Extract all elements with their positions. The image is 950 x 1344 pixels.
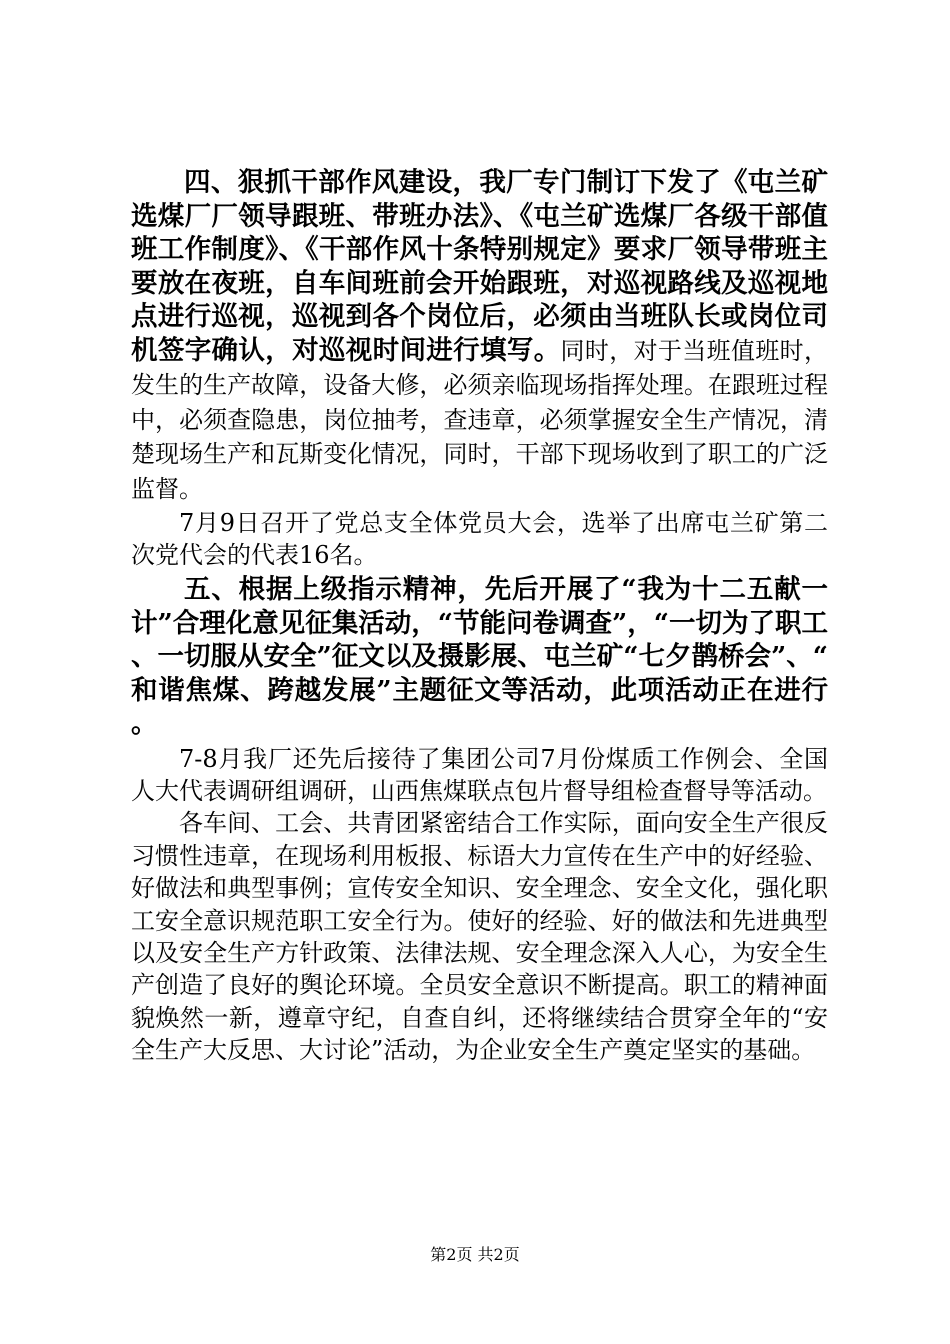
paragraph-cadre-style-bold-text: 四、狠抓干部作风建设，我厂专门制订下发了《屯兰矿选煤厂厂领导跟班、带班办法》、《屯兰矿选煤厂各级干部值班工作制度》、《干部作风十条特别规定》要求厂领导带班主要放在夜班，自车间班前会开始跟班，对巡视路线及巡视地点进行巡视，巡视到各个岗位后，必须由当班队长或岗位司机签字确认，对巡视时间进行填写。 bbox=[131, 167, 828, 366]
document-body bbox=[131, 166, 828, 1067]
page-number-footer: 第2页 共2页 bbox=[430, 1245, 520, 1264]
paragraph-cadre-style bbox=[131, 166, 828, 506]
paragraph-party-meeting: 7月9日召开了党总支全体党员大会，选举了出席屯兰矿第二次党代会的代表16名。 bbox=[131, 509, 828, 569]
paragraph-safety-publicity: 各车间、工会、共青团紧密结合工作实际，面向安全生产很反习惯性违章，在现场利用板报、标语大力宣传在生产中的好经验、好做法和典型事例；宣传安全知识、安全理念、安全文化，强化职工安全意识规范职工安全行为。使好的经验、好的做法和先进典型以及安全生产方针政策、法律法规、安全理念深入人心，为安全生产创造了良好的舆论环境。全员安全意识不断提高。职工的精神面貌焕然一新，遵章守纪，自查自纠，还将继续结合贯穿全年的“安全生产大反思、大讨论”活动，为企业安全生产奠定坚实的基础。 bbox=[131, 809, 828, 1065]
paragraph-cadre-style-normal-text: 同时，对于当班值班时，发生的生产故障，设备大修，必须亲临现场指挥处理。在跟班过程中，必须查隐患，岗位抽考，查违章，必须掌握安全生产情况，清楚现场生产和瓦斯变化情况，同时，干部下现场收到了职工的广泛监督。 bbox=[131, 336, 829, 503]
paragraph-reception: 7-8月我厂还先后接待了集团公司7月份煤质工作例会、全国人大代表调研组调研，山西焦煤联点包片督导组检查督导等活动。 bbox=[131, 744, 828, 805]
paragraph-activities: 五、根据上级指示精神，先后开展了“我为十二五献一计”合理化意见征集活动，“节能问卷调查”，“一切为了职工、一切服从安全”征文以及摄影展、屯兰矿“七夕鹊桥会”、“和谐焦煤、跨越发展”主题征文等活动，此项活动正在进行。 bbox=[131, 574, 828, 739]
